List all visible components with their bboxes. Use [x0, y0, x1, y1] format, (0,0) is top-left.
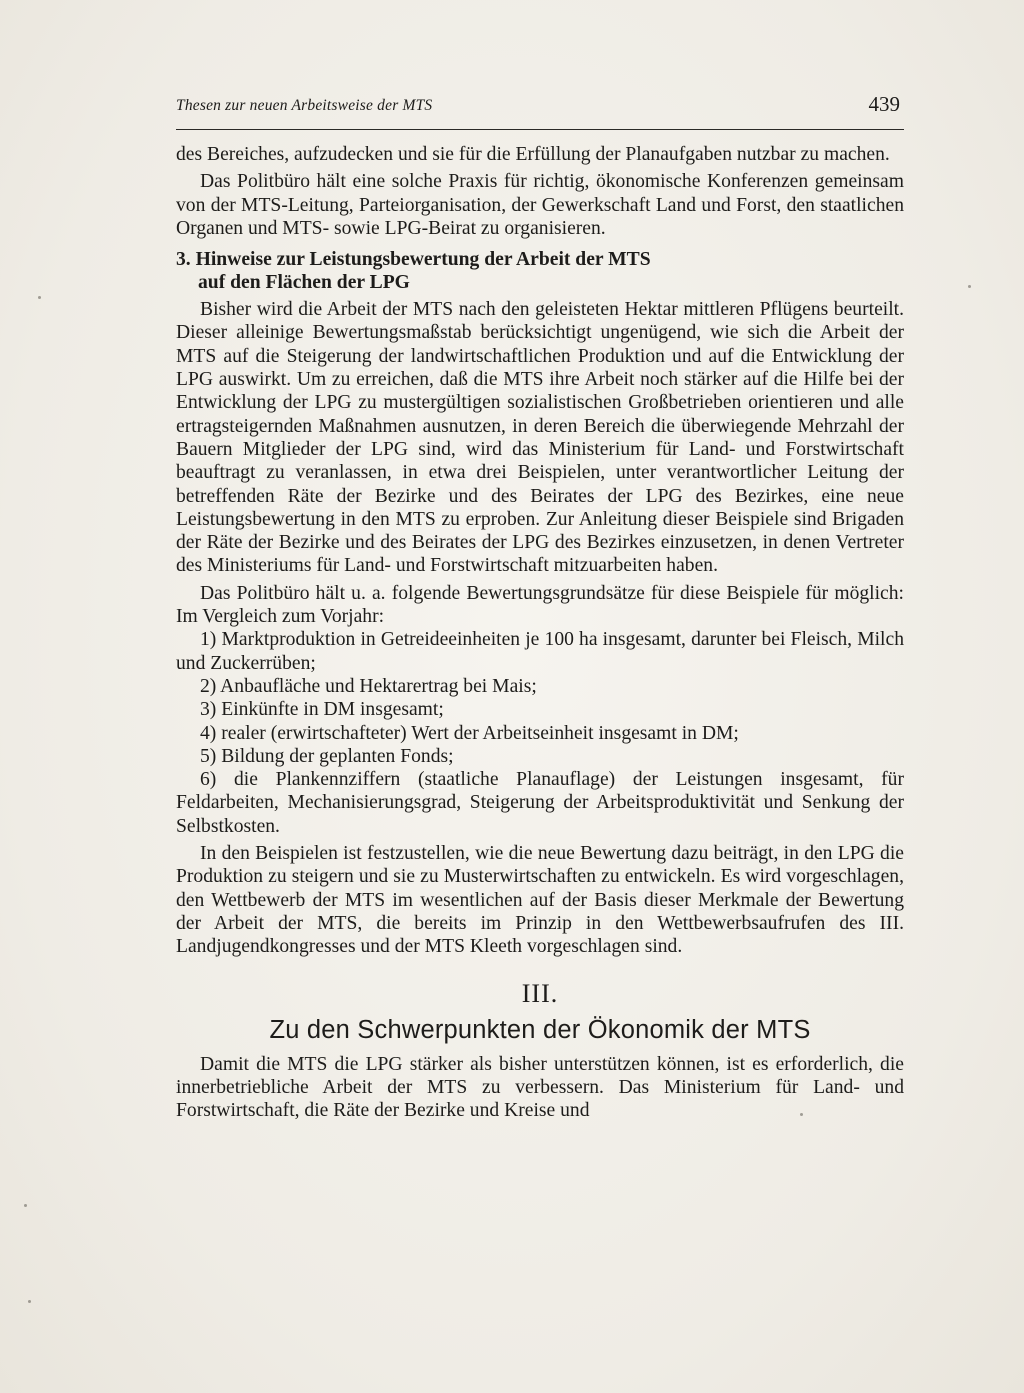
body-text — [176, 143, 904, 1122]
list-item: 5) Bildung der geplanten Fonds; — [200, 745, 454, 767]
list-item: 4) realer (erwirtschafteter) Wert der Arbeitseinheit insgesamt in DM; — [200, 722, 739, 744]
page-number: 439 — [868, 92, 900, 116]
list-item: 6) die Plankennziffern (staatliche Planauflage) der Leistungen insgesamt, für Feldarbeiten, Mechanisierungsgrad, Steigerung der Arbeitsproduktivität und Senkung der Selbstkosten. — [176, 769, 904, 837]
part-title: Zu den Schwerpunkten der Ökonomik der MTS — [269, 1015, 811, 1044]
section-3-heading-line1: 3. Hinweise zur Leistungsbewertung der Arbeit der MTS — [176, 249, 651, 271]
page-header — [176, 92, 904, 130]
scan-speck — [24, 1204, 27, 1207]
list-item: 1) Marktproduktion in Getreideeinheiten je 100 ha insgesamt, darunter bei Fleisch, Milch und Zuckerrüben; — [176, 629, 904, 674]
part-number: III. — [521, 978, 559, 1008]
paragraph-politbuero-praxis: Das Politbüro hält eine solche Praxis für richtig, ökonomische Konferenzen gemeinsam von der MTS-Leitung, Parteiorganisation, der Gewerkschaft Land und Forst, den staatlichen Organen und MTS- sowie LPG-Beirat zu organisieren. — [176, 171, 904, 239]
paragraph-bewertungsgrundsaetze: Das Politbüro hält u. a. folgende Bewertungsgrundsätze für diese Beispiele für möglich: Im Vergleich zum Vorjahr: — [176, 582, 904, 628]
scan-speck — [968, 285, 971, 288]
paragraph-beispiele: In den Beispielen ist festzustellen, wie die neue Bewertung dazu beiträgt, in den LPG die Produktion zu steigern und sie zu Musterwirtschaften zu entwickeln. Es wird vorgeschlagen, den Wettbewerb der MTS im wesentlichen auf der Basis dieser Merkmale der Bewertung der Arbeit der MTS, die bereits im Prinzip in den Wettbewerbsaufrufen des III. Landjugendkongresses und der MTS Kleeth vorgeschlagen sind. — [176, 843, 904, 958]
scan-speck — [38, 296, 41, 299]
section-3-heading — [176, 248, 904, 294]
list-item: 2) Anbaufläche und Hektarertrag bei Mais; — [200, 675, 537, 697]
paragraph-innerbetriebliche-arbeit: Damit die MTS die LPG stärker als bisher unterstützen können, ist es erforderlich, die innerbetriebliche Arbeit der MTS zu verbessern. Das Ministerium für Land- und Forstwirtschaft, die Räte der Bezirke und Kreise und — [176, 1053, 904, 1122]
scan-speck — [28, 1300, 31, 1303]
criteria-list — [176, 628, 904, 838]
section-3-heading-line2: auf den Flächen der LPG — [198, 272, 410, 294]
paragraph-leistungsbewertung: Bisher wird die Arbeit der MTS nach den geleisteten Hektar mittleren Pflügens beurteilt. Dieser alleinige Bewertungsmaßstab berücksichtigt ungenügend, wie sich die Arbeit der MTS auf die Steigerung der landwirtschaftlichen Produktion und auf die Entwicklung der LPG auswirkt. Um zu erreichen, daß die MTS ihre Arbeit noch stärker auf die Hilfe bei der Entwicklung der LPG zu mustergültigen sozialistischen Großbetrieben orientieren und alle ertragsteigernden Maßnahmen ausnutzen, in deren Bereich die überwiegende Mehrzahl der Bauern Mitglieder der LPG sind, wird das Ministerium für Land- und Forstwirtschaft beauftragt zu veranlassen, in etwa drei Beispielen, unter verantwortlicher Leitung der betreffenden Räte der Bezirke und des Beirates der LPG des Bezirkes, eine neue Leistungsbewertung in den MTS zu erproben. Zur Anleitung dieser Beispiele sind Brigaden der Räte der Bezirke und des Beirates der LPG des Bezirkes einzusetzen, in denen Vertreter des Ministeriums für Land- und Forstwirtschaft mitzuarbeiten haben. — [176, 299, 904, 577]
list-item: 3) Einkünfte in DM insgesamt; — [200, 699, 444, 721]
paragraph-continuation: des Bereiches, aufzudecken und sie für die Erfüllung der Planaufgaben nutzbar zu machen. — [176, 144, 890, 165]
scan-speck — [800, 1113, 803, 1116]
running-head: Thesen zur neuen Arbeitsweise der MTS — [176, 97, 433, 114]
